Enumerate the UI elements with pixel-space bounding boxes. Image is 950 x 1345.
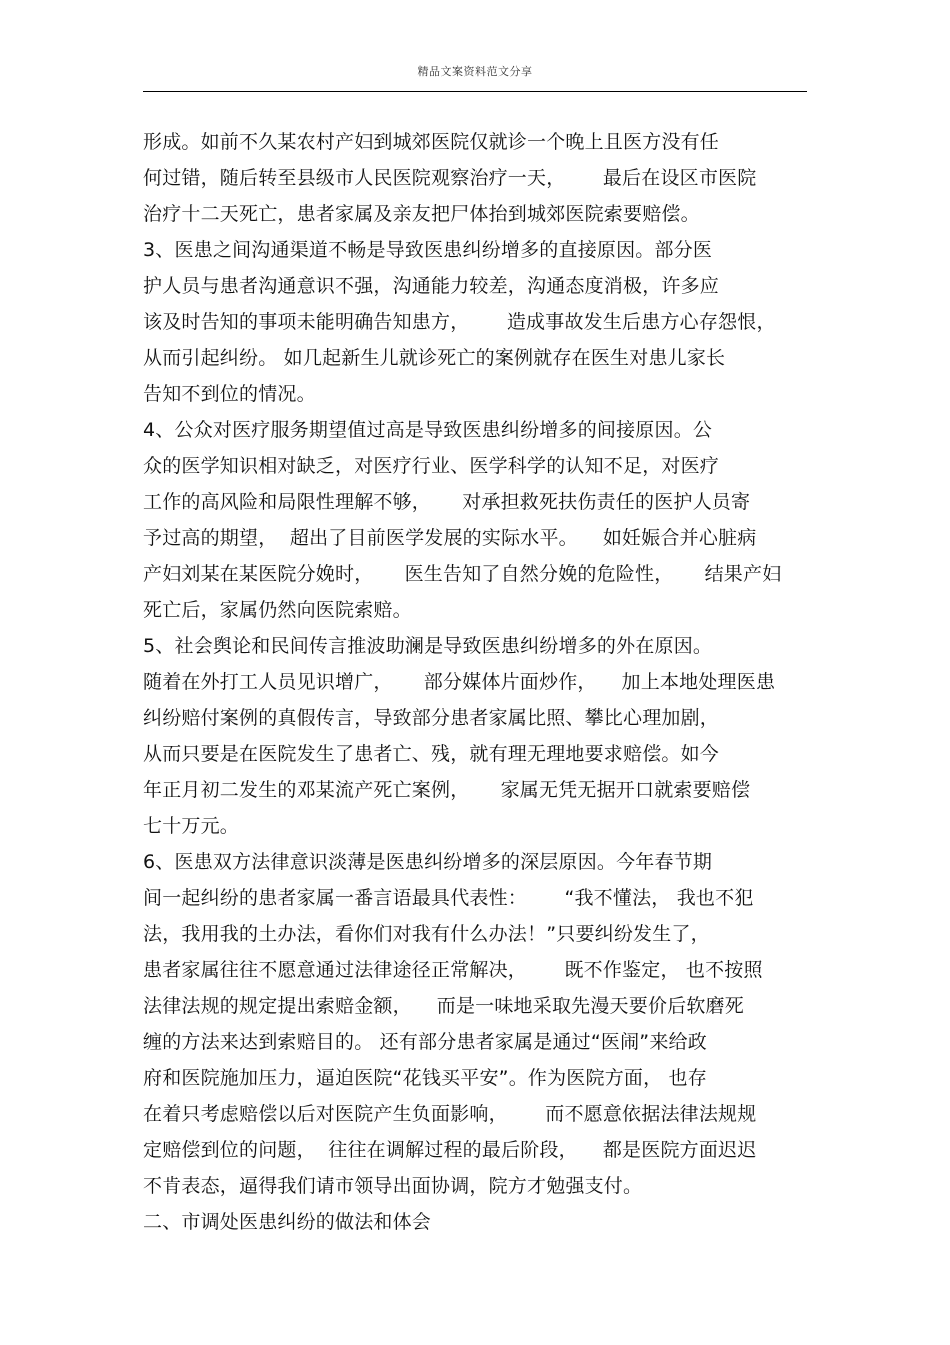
text-line: 产妇刘某在某医院分娩时， 医生告知了自然分娩的危险性， 结果产妇 — [143, 563, 782, 585]
text-line: 法，我用我的土办法，看你们对我有什么办法！”只要纠纷发生了， — [143, 923, 710, 945]
text-line: 护人员与患者沟通意识不强，沟通能力较差，沟通态度消极，许多应 — [143, 275, 720, 297]
text-line: 众的医学知识相对缺乏，对医疗行业、医学科学的认知不足，对医疗 — [143, 455, 720, 477]
text-line: 年正月初二发生的邓某流产死亡案例， 家属无凭无据开口就索要赔偿 — [143, 779, 751, 801]
text-line: 该及时告知的事项未能明确告知患方， 造成事故发生后患方心存怨恨， — [143, 311, 776, 333]
text-line: 工作的高风险和局限性理解不够， 对承担救死扶伤责任的医护人员寄 — [143, 491, 751, 513]
text-line: 何过错，随后转至县级市人民医院观察治疗一天， 最后在设区市医院 — [143, 167, 757, 189]
text-line: 不肯表态，逼得我们请市领导出面协调，院方才勉强支付。 — [143, 1175, 643, 1197]
text-line: 3、医患之间沟通渠道不畅是导致医患纠纷增多的直接原因。部分医 — [143, 239, 713, 261]
text-line: 法律法规的规定提出索赔金额， 而是一味地采取先漫天要价后软磨死 — [143, 995, 744, 1017]
text-line: 治疗十二天死亡，患者家属及亲友把尸体抬到城郊医院索要赔偿。 — [143, 203, 700, 225]
page-header: 精品文案资料范文分享 — [417, 65, 533, 78]
text-line: 4、公众对医疗服务期望值过高是导致医患纠纷增多的间接原因。公 — [143, 419, 713, 441]
text-line: 随着在外打工人员见识增广， 部分媒体片面炒作， 加上本地处理医患 — [143, 671, 776, 693]
text-line: 形成。如前不久某农村产妇到城郊医院仅就诊一个晚上且医方没有任 — [143, 131, 720, 153]
text-line: 七十万元。 — [143, 815, 240, 837]
text-line: 间一起纠纷的患者家属一番言语最具代表性： “我不懂法， 我也不犯 — [143, 887, 754, 909]
text-line: 在着只考虑赔偿以后对医院产生负面影响， 而不愿意依据法律法规规 — [143, 1103, 757, 1125]
text-line: 府和医院施加压力，逼迫医院“花钱买平安”。作为医院方面， 也存 — [143, 1067, 707, 1089]
section-heading: 二、市调处医患纠纷的做法和体会 — [143, 1211, 432, 1233]
text-line: 纠纷赔付案例的真假传言，导致部分患者家属比照、攀比心理加剧， — [143, 707, 720, 729]
text-line: 从而只要是在医院发生了患者亡、残，就有理无理地要求赔偿。如今 — [143, 743, 720, 765]
text-line: 告知不到位的情况。 — [143, 383, 316, 405]
text-line: 5、社会舆论和民间传言推波助澜是导致医患纠纷增多的外在原因。 — [143, 635, 713, 657]
text-line: 死亡后，家属仍然向医院索赔。 — [143, 599, 412, 621]
text-line: 6、医患双方法律意识淡薄是医患纠纷增多的深层原因。今年春节期 — [143, 851, 713, 873]
text-line: 从而引起纠纷。 如几起新生儿就诊死亡的案例就存在医生对患儿家长 — [143, 347, 726, 369]
document-body — [143, 124, 813, 1240]
header-divider — [143, 91, 807, 92]
text-line: 患者家属往往不愿意通过法律途径正常解决， 既不作鉴定， 也不按照 — [143, 959, 763, 981]
text-line: 定赔偿到位的问题， 往往在调解过程的最后阶段， 都是医院方面迟迟 — [143, 1139, 757, 1161]
text-line: 缠的方法来达到索赔目的。 还有部分患者家属是通过“医闹”来给政 — [143, 1031, 707, 1053]
text-line: 予过高的期望， 超出了目前医学发展的实际水平。 如妊娠合并心脏病 — [143, 527, 757, 549]
